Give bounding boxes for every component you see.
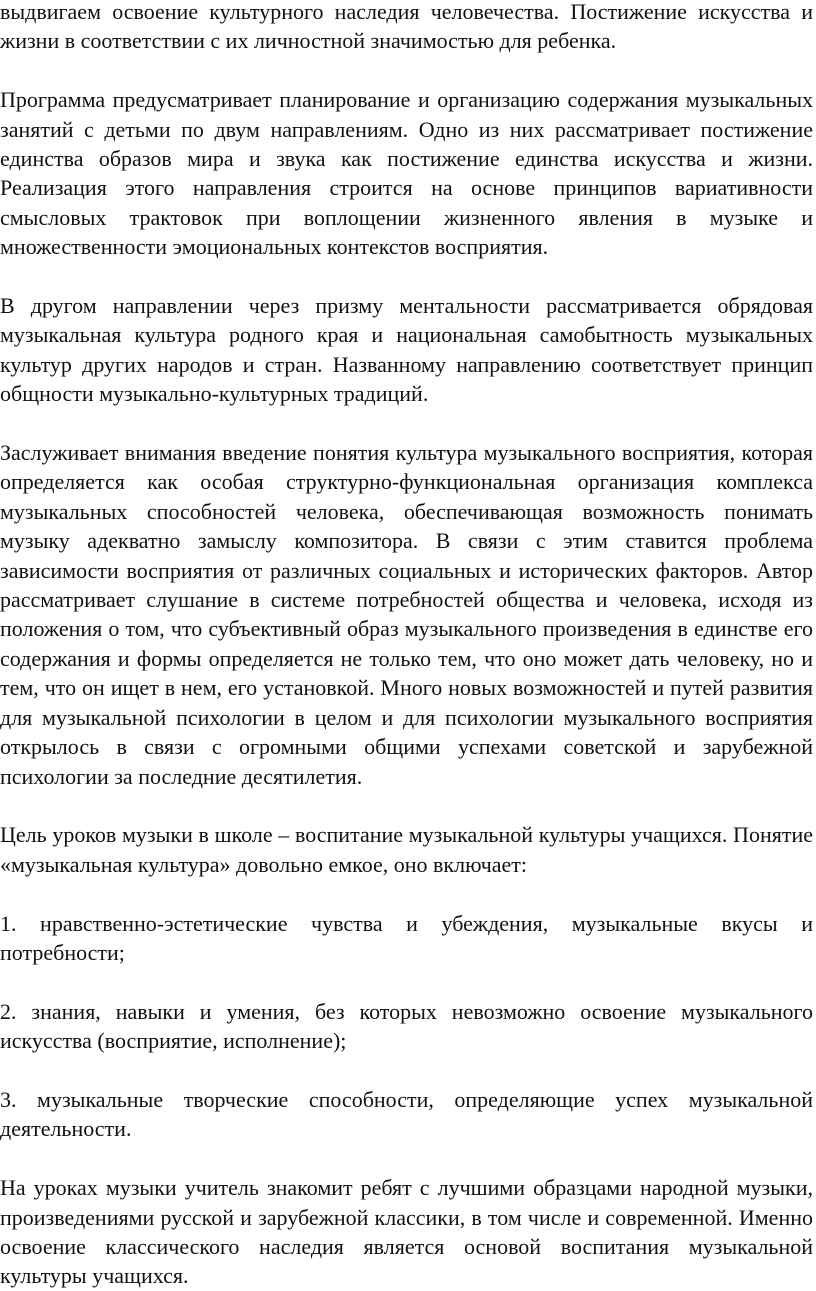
paragraph-program-directions: Программа предусматривает планирование и организацию содержания музыкальных занятий с детьми по двум направлениям. Одно из них рассматривает постижение единства образов мира и звука как постижение единства искусства и жизни. Реализация этого направления строится на основе принципов вариативности смысловых трактовок при воплощении жизненного явления в музыке и множественности эмоциональных контекстов восприятия.	[0, 87, 813, 260]
list-item-1: 1. нравственно-эстетические чувства и убеждения, музыкальные вкусы и потребности;	[0, 910, 813, 965]
paragraph-lesson-goal: Цель уроков музыки в школе – воспитание музыкальной культуры учащихся. Понятие «музыкальная культура» довольно емкое, оно включает:	[0, 822, 813, 877]
paragraph-intro-continuation: выдвигаем освоение культурного наследия человечества. Постижение искусства и жизни в соответствии с их личностной значимостью для ребенка.	[0, 0, 813, 54]
paragraph-second-direction: В другом направлении через призму ментальности рассматривается обрядовая музыкальная культура родного края и национальная самобытность музыкальных культур других народов и стран. Названному направлению соответствует принцип общности музыкально-культурных традиций.	[0, 293, 813, 407]
list-item-3: 3. музыкальные творческие способности, определяющие успех музыкальной деятельности.	[0, 1086, 813, 1142]
paragraph-classical-heritage: На уроках музыки учитель знакомит ребят с лучшими образцами народной музыки, произведениями русской и зарубежной классики, в том числе и современной. Именно освоение классического наследия является основой воспитания музыкальной культуры учащихся.	[0, 1175, 813, 1289]
paragraph-perception-culture: Заслуживает внимания введение понятия культура музыкального восприятия, которая определяется как особая структурно-функциональная организация комплекса музыкальных способностей человека, обеспечивающая возможность понимать музыку адекватно замыслу композитора. В связи с этим ставится проблема зависимости восприятия от различных социальных и исторических факторов. Автор рассматривает слушание в системе потребностей общества и человека, исходя из положения о том, что субъективный образ музыкального произведения в единстве его содержания и формы определяется не только тем, что оно может дать человеку, но и тем, что он ищет в нем, его установкой. Много новых возможностей и путей развития для музыкальной психологии в целом и для психологии музыкального восприятия открылось в связи с огромными общими успехами советской и зарубежной психологии за последние десятилетия.	[0, 440, 813, 789]
list-item-2: 2. знания, навыки и умения, без которых невозможно освоение музыкального искусства (восприятие, исполнение);	[0, 998, 813, 1054]
